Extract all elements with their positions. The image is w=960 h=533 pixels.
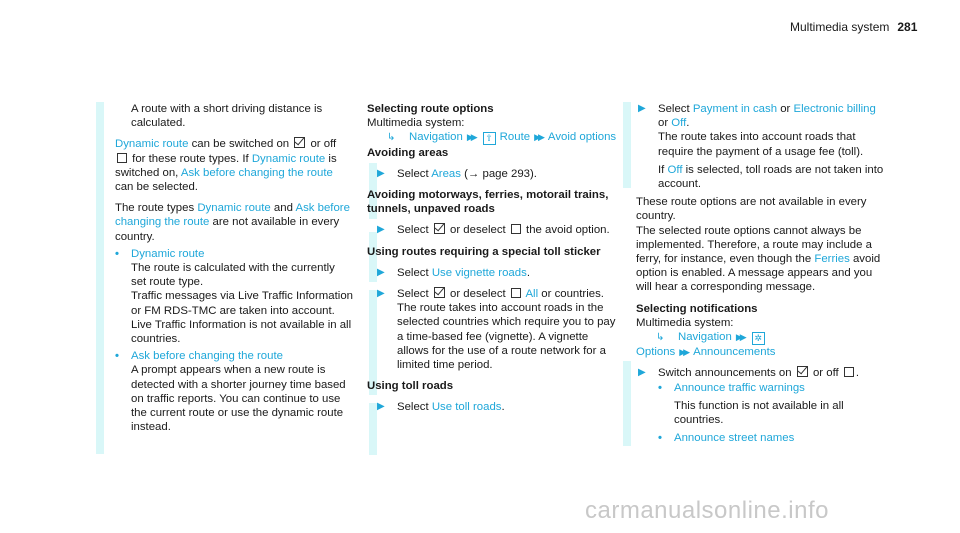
- margin-bar-1: [96, 102, 104, 454]
- path-navigation: Navigation: [409, 131, 463, 144]
- step-arrow-icon: ▶: [638, 367, 646, 379]
- path-announcements: Announcements: [693, 346, 776, 359]
- dynamic-route-ref: Dynamic route: [115, 138, 189, 151]
- step-arrow-icon: ▶: [377, 266, 385, 278]
- navigation-arrow-icon: ⇧: [483, 132, 496, 145]
- areas-ref: Areas: [431, 167, 461, 180]
- heading-toll-sticker: Using routes requiring a special toll sticker: [367, 245, 601, 258]
- double-chevron-icon: ▶▶: [735, 332, 744, 343]
- intro-text: A route with a short driving distance is calculated.: [131, 103, 323, 130]
- step-use-toll-roads: ▶ Select Use toll roads.: [377, 401, 505, 414]
- bullet-street-names: [658, 431, 884, 445]
- page-number: 281: [897, 20, 918, 34]
- checkbox-checked-icon: [294, 137, 305, 148]
- column-3: [636, 102, 884, 445]
- checkbox-checked-icon: [434, 223, 445, 234]
- bullet-traffic-warnings: • Announce traffic warnings This function is not available in all countries.: [658, 381, 884, 428]
- menu-path: [367, 130, 617, 145]
- step-select-areas: ▶ Select Areas (→ page 293).: [377, 167, 537, 180]
- checkbox-checked-icon: [797, 366, 808, 377]
- checkbox-checked-icon: [434, 287, 445, 298]
- dynamic-route-ref-3: Dynamic route: [197, 202, 271, 215]
- double-chevron-icon: ▶▶: [534, 132, 542, 143]
- dynamic-route-ref-2: Dynamic route: [251, 152, 326, 165]
- step-arrow-icon: ▶: [377, 401, 385, 413]
- path-navigation: Navigation: [678, 331, 732, 344]
- step-use-vignette: ▶ Select Use vignette roads.: [377, 266, 530, 279]
- step-select-countries: ▶ Select or deselect All or countries. The route takes into account roads in the selected countries which require you to pay a time-based fee (vignette). A vignette allows for the use of a route network for a limited time period.: [377, 288, 616, 372]
- options-gear-icon: ✲: [752, 332, 765, 345]
- bullet-title: Announce street names: [674, 432, 795, 445]
- off-ref: Off: [671, 117, 687, 130]
- multimedia-system-label: Multimedia system:: [636, 316, 734, 329]
- margin-bar-3b: [623, 361, 631, 446]
- electronic-billing-ref: Electronic billing: [793, 103, 876, 115]
- checkbox-empty-icon: [511, 288, 521, 298]
- path-route: Route: [499, 131, 531, 144]
- payment-cash-ref: Payment in cash: [692, 103, 778, 115]
- heading-avoiding-motorways: Avoiding motorways, ferries, motorail trains, tunnels, unpaved roads: [367, 189, 609, 216]
- heading-toll-roads: Using toll roads: [367, 380, 454, 393]
- watermark: carmanualsonline.info: [585, 497, 829, 524]
- column-1: [115, 102, 353, 434]
- menu-path: [636, 330, 884, 359]
- route-types-paragraph: The route types Dynamic route and Ask before changing the route are not available in every country.: [115, 202, 350, 243]
- bullet-dynamic-route: • Dynamic route The route is calculated with the currently set route type. Traffic messages via Live Traffic Information or FM RDS-TMC are taken into account. Live Traffic Information is not available in all countries.: [115, 247, 353, 346]
- path-arrow-icon: ↳: [387, 132, 396, 144]
- path-options: Options: [636, 346, 676, 359]
- checkbox-empty-icon: [511, 224, 521, 234]
- bullet-title: Announce traffic warnings: [674, 381, 805, 394]
- step-arrow-icon: ▶: [377, 224, 385, 236]
- double-chevron-icon: ▶▶: [679, 347, 688, 358]
- use-vignette-ref: Use vignette roads: [431, 266, 527, 279]
- step-arrow-icon: ▶: [377, 288, 385, 300]
- margin-bar-3a: [623, 102, 631, 188]
- off-ref-2: Off: [667, 163, 683, 176]
- heading-route-options: Selecting route options: [367, 103, 494, 115]
- ask-before-ref: Ask before changing the route: [180, 166, 333, 179]
- header-title: Multimedia system: [790, 20, 890, 34]
- bullet-title: Ask before changing the route: [131, 350, 283, 363]
- step-switch-announcements: ▶ Switch announcements on or off . • Announce traffic warnings This function is not available in all countries. • Announce street names: [636, 366, 884, 445]
- double-chevron-icon: ▶▶: [466, 132, 475, 143]
- page-header: [790, 20, 917, 34]
- checkbox-empty-icon: [844, 367, 854, 377]
- heading-avoiding-areas: Avoiding areas: [367, 146, 449, 159]
- step-arrow-icon: ▶: [638, 103, 646, 114]
- path-avoid-options: Avoid options: [547, 131, 617, 144]
- availability-note: These route options are not available in every country.: [636, 196, 867, 223]
- step-select-avoid-option: ▶ Select or deselect the avoid option.: [377, 224, 610, 237]
- path-arrow-icon: ↳: [656, 332, 665, 344]
- ask-before-ref-2: Ask before changing the route: [115, 202, 350, 229]
- multimedia-system-label: Multimedia system:: [367, 117, 465, 130]
- heading-notifications: Selecting notifications: [636, 302, 758, 315]
- all-ref: All: [525, 288, 539, 301]
- dynamic-route-paragraph: Dynamic route can be switched on or off for these route types. If Dynamic route is switched on, Ask before changing the route can be selected.: [115, 138, 337, 194]
- checkbox-empty-icon: [117, 153, 127, 163]
- route-options-note: The selected route options cannot always be implemented. Therefore, a route may include a ferry, for instance, even though the Ferries avoid option is enabled. A message appears and you will hear a corresponding message.: [636, 224, 881, 294]
- ferries-ref: Ferries: [814, 253, 850, 266]
- bullet-title: Dynamic route: [131, 247, 205, 260]
- bullet-icon: •: [658, 432, 662, 445]
- step-select-payment: ▶ Select Payment in cash or Electronic billing or Off. The route takes into account roads that require the payment of a usage fee (toll). If Off is selected, toll roads are not taken into account.: [638, 103, 884, 191]
- use-toll-roads-ref: Use toll roads: [431, 401, 502, 414]
- step-arrow-icon: ▶: [377, 167, 385, 179]
- bullet-icon: •: [115, 247, 119, 260]
- column-2: [367, 102, 617, 415]
- bullet-icon: •: [658, 381, 662, 394]
- bullet-ask-before: • Ask before changing the route A prompt appears when a new route is detected with a shorter journey time based on traffic reports. You can continue to use the current route or use the dynamic route instead.: [115, 349, 353, 434]
- bullet-icon: •: [115, 350, 119, 363]
